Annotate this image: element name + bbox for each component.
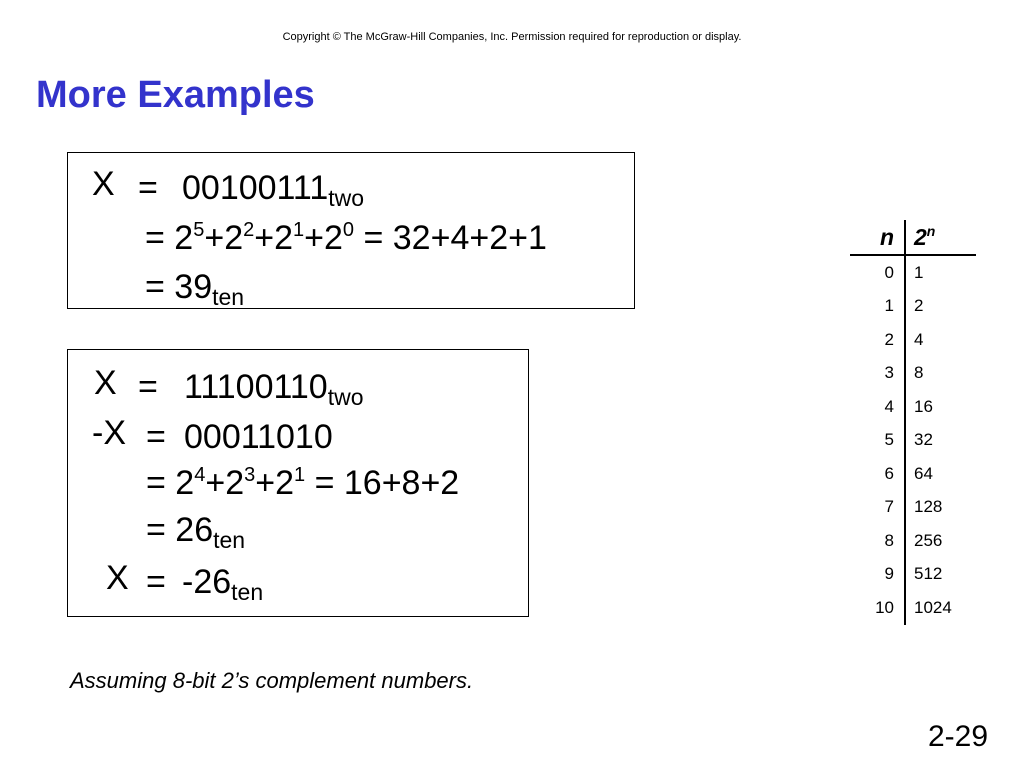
cell-n: 2 — [850, 323, 905, 357]
example-2-negated-equals: = — [146, 418, 166, 456]
assumption-note: Assuming 8-bit 2’s complement numbers. — [70, 668, 474, 693]
cell-n: 9 — [850, 558, 905, 592]
powers-of-two-table — [850, 220, 976, 625]
example-2-decimal: = $26_{ten}$ — [146, 511, 246, 553]
table-row — [850, 390, 976, 424]
cell-power: 1 — [914, 262, 924, 282]
cell-power: 64 — [914, 463, 933, 483]
example-2-result-equals: = — [146, 563, 166, 601]
cell-n: 8 — [850, 524, 905, 558]
example-1-binary: $00100111_{two}$ — [182, 169, 365, 211]
table-row — [850, 357, 976, 391]
header-n: n — [850, 220, 905, 255]
cell-n: 6 — [850, 457, 905, 491]
example-1-box — [67, 152, 635, 309]
example-2-result-value: $-26_{ten}$ — [182, 563, 264, 605]
example-1-equals: = — [138, 169, 158, 207]
cell-power: 4 — [914, 329, 924, 349]
example-1-var: X — [92, 165, 115, 203]
cell-power: 128 — [914, 497, 943, 517]
table-row — [850, 255, 976, 290]
table-row — [850, 524, 976, 558]
cell-power: 16 — [914, 396, 933, 416]
cell-power: 512 — [914, 564, 943, 584]
example-2-equals: = — [138, 368, 158, 406]
slide-title: More Examples — [36, 74, 315, 116]
cell-power: 1024 — [914, 597, 952, 617]
example-2-box — [67, 349, 529, 617]
example-2-result-var: X — [106, 559, 129, 597]
cell-n: 10 — [850, 591, 905, 625]
cell-n: 5 — [850, 424, 905, 458]
table-row — [850, 290, 976, 324]
cell-power: 32 — [914, 430, 933, 450]
table-row — [850, 491, 976, 525]
table-header-row — [850, 220, 976, 255]
page-number: 2-29 — [928, 720, 989, 753]
table-row — [850, 424, 976, 458]
example-2-negated-var: -X — [92, 414, 126, 452]
table-row — [850, 558, 976, 592]
example-2-negated-binary: 00011010 — [184, 418, 333, 456]
header-power: 2$^n$ — [905, 220, 976, 255]
example-1-expansion: = $2^5+2^2+2^1+2^0 = 32+4+2+1$ — [145, 219, 547, 257]
cell-power: 2 — [914, 296, 924, 316]
table-row — [850, 591, 976, 625]
cell-power: 8 — [914, 363, 924, 383]
copyright-notice: Copyright © The McGraw-Hill Companies, Inc. Permission required for reproduction or display. — [282, 31, 742, 43]
table-row — [850, 323, 976, 357]
cell-n: 7 — [850, 491, 905, 525]
cell-n: 3 — [850, 357, 905, 391]
cell-n: 4 — [850, 390, 905, 424]
example-2-var: X — [94, 364, 117, 402]
table-row — [850, 457, 976, 491]
cell-n: 1 — [850, 290, 905, 324]
example-2-binary: $11100110_{two}$ — [184, 368, 364, 410]
example-1-decimal: = $39_{ten}$ — [145, 268, 245, 310]
cell-power: 256 — [914, 530, 943, 550]
cell-n: 0 — [850, 255, 905, 290]
example-2-expansion: = $2^4+2^3+2^1 = 16+8+2$ — [146, 464, 460, 502]
